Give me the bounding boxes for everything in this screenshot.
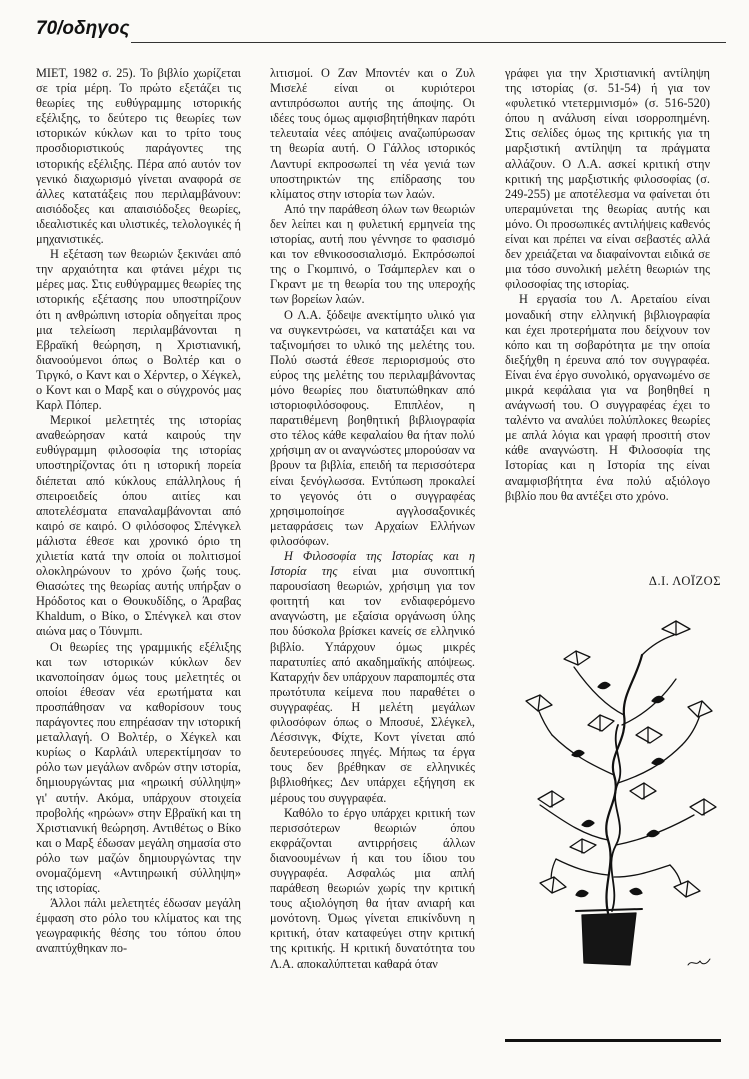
- pot-icon: [576, 909, 642, 965]
- bottom-rule: [505, 1039, 721, 1042]
- book-title-italic: Η Φιλοσοφία της Ιστορίας και η Ιστορία της: [270, 549, 475, 579]
- paragraph: γράφει για την Χριστιανική αντίληψη της ιστορίας (σ. 51-54) ή για τον «φυλετικό ντετερμινισμό» (σ. 516-520) όπου η ανάλυση είναι ισορροπημένη. Στις σελίδες όμως της κριτικής για τη μαρξιστική αντίληψη τα πράγματα αλλάζουν. Ο Λ.Α. ασκεί κριτική στην κριτική της μαρξιστικής φιλοσοφίας (σ. 249-255) με αποτέλεσμα να φαίνεται ότι υπεραμύνεται της θεωρίας αυτής και μόνο. Οι προσωπικές αντιλήψεις καθενός είναι και πρέπει να είναι σεβαστές αλλά δεν χρειάζεται να διαφαίνονται ειδικά σε μια τόσο συνολική μελέτη θεωριών της φιλοσοφίας της ιστορίας.: [505, 66, 710, 292]
- paragraph: Ο Λ.Α. ξόδεψε ανεκτίμητο υλικό για να συγκεντρώσει, να κατατάξει και να ταξινομήσει το υλικό της μελέτης του. Πολύ σωστά έθεσε περιορισμούς στο εύρος της μελέτης του περιλαμβάνοντας μόνο θεωρίες που διατυπώθηκαν από ιστοριοφιλόσοφους. Επιπλέον, η παρατιθέμενη βοηθητική βιβλιογραφία στο τέλος κάθε κεφαλαίου θα ήταν πολύ χρήσιμη αν οι αναγνώστες μπορούσαν να βρουν τα βιβλία, επειδή τα περισσότερα είναι ξενόγλωσσα. Εντύπωση προκαλεί το γεγονός ότι ο συγγραφέας χρησιμοποίησε αγγλοσαξονικές μεταφράσεις των Αρχαίων Ελλήνων φιλοσόφων.: [270, 307, 475, 548]
- column-3: [505, 66, 710, 578]
- author-signature: Δ.Ι. ΛΟΪΖΟΣ: [648, 574, 721, 588]
- paragraph: Καθόλο το έργο υπάρχει κριτική των περισσότερων θεωριών όπου εκφράζονται αντιρρήσεις άλλων διανοουμένων ή και του ίδιου του συγγραφέα. Ασφαλώς μια απλή παράθεση θεωριών χωρίς την κριτική τους αξιολόγηση θα ήταν ανιαρή και μονότονη. Όμως γίνεται επικίνδυνη η κριτική, όταν καταφεύγει στην κριτική της κριτικής. Η κριτική δυνατότητα του Λ.Α. αποκαλύπτεται καθαρά όταν: [270, 805, 475, 971]
- artist-signature-mark: [688, 959, 710, 965]
- page-number-title: 70/οδηγος: [36, 18, 130, 39]
- paragraph: Από την παράθεση όλων των θεωριών δεν λείπει και η φυλετική ερμηνεία της ιστορίας, αυτή που γέννησε το φασισμό και τον εθνικοσοσιαλισμό. Εκπρόσωποί της ο Γκομπινό, ο Τσάμπερλεν και ο Γκραντ με τη θεωρία του της υπεροχής των βορείων λαών.: [270, 201, 475, 307]
- paragraph: Μερικοί μελετητές της ιστορίας αναθεώρησαν κατά καιρούς την ευθύγραμμη φιλοσοφία της ιστορίας υποστηρίζοντας ότι η ιστορική πορεία διέπεται από κύκλους επάλληλους ή σπειροειδείς όπου αιτίες και αποτελέσματα επαναλαμβάνονται από καιρό σε καιρό. Ο φιλόσοφος Σπένγκελ μάλιστα έθεσε και χρονικό όριο τη χιλιετία κατά την οποία οι πολιτισμοί ολοκληρώνουν το χρόνο ζωής τους. Θιασώτες της θεωρίας αυτής υπήρξαν ο Ηρόδοτος και ο Θουκυδίδης, ο Άραβας Khaldum, ο Βίκο, ο Σπένγκελ και στον αιώνα μας ο Τόυνμπι.: [36, 413, 241, 639]
- paragraph: Οι θεωρίες της γραμμικής εξέλιξης και των ιστορικών κύκλων δεν ικανοποίησαν όμως τους μελετητές οι οποίοι έθεσαν νέα ερωτήματα και προσπάθησαν να καθορίσουν τους παράγοντες που επηρέασαν την ιστορική μεταλλαγή. Ο Βολτέρ, ο Χέγκελ και κυρίως ο Καρλάιλ υπερεκτίμησαν το ρόλο των μεγάλων ανδρών στην ιστορία, δημιουργώντας μια «ηρωική σύλληψη» γι' αυτήν. Ακόμα, υπάρχουν στοιχεία προβολής «ηρώων» στην Εβραϊκή και τη Χριστιανική θεώρηση. Αντιθέτως ο Βίκο και ο Μαρξ έδωσαν μεγάλη σημασία στο ρόλο των μαζών δημιουργώντας την ονομαζόμενη «Αντιηρωική σύλληψη» της ιστορίας.: [36, 639, 241, 896]
- paragraph: ΜΙΕΤ, 1982 σ. 25). Το βιβλίο χωρίζεται σε τρία μέρη. Το πρώτο εξετάζει τις θεωρίες της ευθύγραμμης ιστορικής εξέλιξης, το δεύτερο τις θεωρίες των ιστορικών κύκλων και το τρίτο τους προσδιοριστικούς παράγοντες της ιστορικής εξέλιξης. Πέρα από αυτόν τον γενικό διαχωρισμό γίνεται αναφορά σε άλλες κατατάξεις που περιλαμβάνουν: αισιόδοξες και απαισιόδοξες θεωρίες, ιδεαλιστικές και υλιστικές, τελολογικές ή μηχανιστικές.: [36, 66, 241, 247]
- paragraph: Η εξέταση των θεωριών ξεκινάει από την αρχαιότητα και φτάνει μέχρι τις μέρες μας. Στις ευθύγραμμες θεωρίες της ιστορικής εξέτασης που υποστηρίζουν ότι η ανθρώπινη ιστορία οδηγείται προς μια τελείωση περιλαμβάνονται η Εβραϊκή θεώρηση, η Χριστιανική, διανοούμενοι όπως ο Βολτέρ και ο Τιργκό, ο Καντ και ο Χέρντερ, ο Χέγκελ, ο Κοντ και ο Μαρξ και ο σύγχρονός μας Καρλ Πόπερ.: [36, 247, 241, 413]
- book-icon: [526, 621, 716, 897]
- page-header: [36, 16, 726, 46]
- column-2: [270, 66, 475, 1066]
- paragraph-italic-lead: Η Φιλοσοφία της Ιστορίας και η Ιστορία της είναι μια συνοπτική παρουσίαση θεωριών, χρήσιμη για τον φοιτητή και τον ενδιαφερόμενο αναγνώστη, με εξαίσια οργάνωση ύλης που δύσκολα βρίσκει κανείς σε ελληνικό βιβλίο. Υπάρχουν όμως μικρές παρατυπίες από ακαδημαϊκής απόψεως. Καταρχήν δεν υπάρχουν παραπομπές στα πρωτότυπα κείμενα που παραθέτει ο συγγραφέας. Η μελέτη μεγάλων φιλοσόφων όπως ο Μποσυέ, Σλέγκελ, Λέσσινγκ, Φίχτε, Κοντ γίνεται από δευτερεύουσες πηγές. Μήπως τα έργα τους δεν βρέθηκαν σε ελληνικές βιβλιοθήκες; Δεν υπάρχει εξήγηση εκ μέρους του συγγραφέα.: [270, 549, 475, 805]
- book-tree-illustration: [512, 615, 722, 980]
- vine-icon: [538, 635, 700, 913]
- paragraph: Η εργασία του Λ. Αρεταίου είναι μοναδική στην ελληνική βιβλιογραφία και έχει προτερήματα που δείχνουν τον κόπο και τη σοβαρότητα με την οποία διεξήχθη η έρευνα από τον συγγραφέα. Είναι ένα έργο συνολικό, οργανωμένο σε μικρά κεφάλαια για να βοηθηθεί η ανάγνωσή του. Ο συγγραφέας έχει το ταλέντο να αναλύει πολύπλοκες θεωρίες με απλά λόγια και γραφή προσιτή στον κάθε αναγνώστη. Η Φιλοσοφία της Ιστορίας και η Ιστορία της είναι αναμφισβήτητα ένα πολύ αξιόλογο βιβλίο που θα αντέξει στο χρόνο.: [505, 292, 710, 503]
- paragraph: λιτισμοί. Ο Ζαν Μποντέν και ο Ζυλ Μισελέ είναι οι κυριότεροι αντιπρόσωποι αυτής της άποψης. Οι ιδέες τους όμως αμφισβητήθηκαν παρότι τελευταία νέες απόψεις αναζωπύρωσαν τη θεωρία αυτή. Ο Γάλλος ιστορικός Λαντυρί εκπροσωπεί τη νέα γενιά των υποστηρικτών της επίδρασης του κλίματος στην ιστορία των λαών.: [270, 66, 475, 201]
- column-1: [36, 66, 241, 1066]
- header-rule: [131, 42, 726, 43]
- paragraph: Άλλοι πάλι μελετητές έδωσαν μεγάλη έμφαση στο ρόλο του κλίματος και της γεωγραφικής θέσης του τόπου όπου αναπτύχθηκαν πο-: [36, 896, 241, 956]
